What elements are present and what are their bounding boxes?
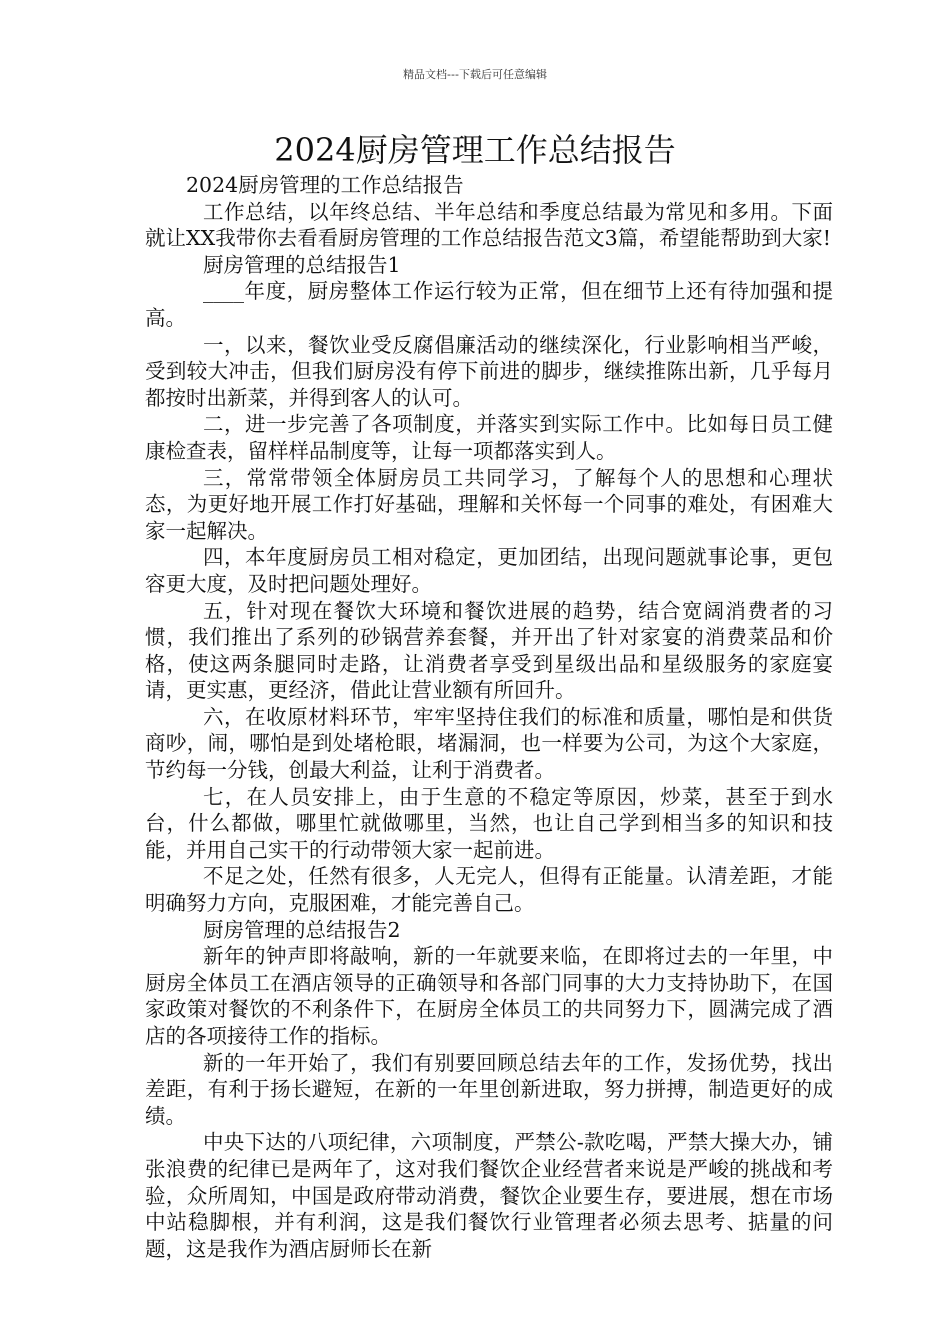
- paragraph: 二，进一步完善了各项制度，并落实到实际工作中。比如每日员工健康检查表，留样样品制度等，让每一项都落实到人。: [145, 412, 833, 463]
- document-title: 2024厨房管理工作总结报告: [274, 131, 676, 169]
- document-subtitle: 2024厨房管理的工作总结报告: [186, 173, 464, 197]
- paragraph: 一，以来，餐饮业受反腐倡廉活动的继续深化，行业影响相当严峻，受到较大冲击，但我们厨房没有停下前进的脚步，继续推陈出新，几乎每月都按时出新菜，并得到客人的认可。: [145, 332, 833, 410]
- section-heading-report-2: 厨房管理的总结报告2: [203, 917, 401, 942]
- paragraph-intro: 工作总结，以年终总结、半年总结和季度总结最为常见和多用。下面就让XX我带你去看看厨房管理的工作总结报告范文3篇，希望能帮助到大家!: [145, 199, 833, 251]
- paragraph: 不足之处，任然有很多，人无完人，但得有正能量。认清差距，才能明确努力方向，克服困难，才能完善自己。: [145, 864, 833, 916]
- paragraph: 五，针对现在餐饮大环境和餐饮进展的趋势，结合宽阔消费者的习惯，我们推出了系列的砂锅营养套餐，并开出了针对家宴的消费菜品和价格，使这两条腿同时走路，让消费者享受到星级出品和星级服务的家庭宴请，更实惠，更经济，借此让营业额有所回升。: [145, 598, 833, 703]
- page-header-note: 精品文档---下载后可任意编辑: [403, 68, 547, 81]
- paragraph: 四，本年度厨房员工相对稳定，更加团结，出现问题就事论事，更包容更大度，及时把问题处理好。: [145, 545, 833, 596]
- paragraph: 新年的钟声即将敲响，新的一年就要来临，在即将过去的一年里，中厨房全体员工在酒店领导的正确领导和各部门同事的大力支持协助下，在国家政策对餐饮的不利条件下，在厨房全体员工的共同努力下，圆满完成了酒店的各项接待工作的指标。: [145, 944, 833, 1048]
- paragraph: 七，在人员安排上，由于生意的不稳定等原因，炒菜，甚至于到水台，什么都做，哪里忙就做哪里，当然，也让自己学到相当多的知识和技能，并用自己实干的行动带领大家一起前进。: [145, 784, 833, 862]
- paragraph: 新的一年开始了，我们有别要回顾总结去年的工作，发扬优势，找出差距，有利于扬长避短，在新的一年里创新进取，努力拼搏，制造更好的成绩。: [145, 1050, 833, 1128]
- section-heading-report-1: 厨房管理的总结报告1: [203, 252, 401, 277]
- paragraph: 六，在收原材料环节，牢牢坚持住我们的标准和质量，哪怕是和供货商吵，闹，哪怕是到处堵枪眼，堵漏洞，也一样要为公司，为这个大家庭，节约每一分钱，创最大利益，让利于消费者。: [145, 704, 833, 783]
- paragraph: 三，常常带领全体厨房员工共同学习，了解每个人的思想和心理状态，为更好地开展工作打好基础，理解和关怀每一个同事的难处，有困难大家一起解决。: [145, 465, 833, 543]
- paragraph: ____年度，厨房整体工作运行较为正常，但在细节上还有待加强和提高。: [145, 279, 833, 330]
- paragraph: 中央下达的八项纪律，六项制度，严禁公-款吃喝，严禁大操大办，铺张浪费的纪律已是两年了，这对我们餐饮企业经营者来说是严峻的挑战和考验，众所周知，中国是政府带动消费，餐饮企业要生存，要进展，想在市场中站稳脚根，并有利润，这是我们餐饮行业管理者必须去思考、掂量的问题，这是我作为酒店厨师长在新: [145, 1130, 833, 1261]
- document-body: [145, 172, 833, 1262]
